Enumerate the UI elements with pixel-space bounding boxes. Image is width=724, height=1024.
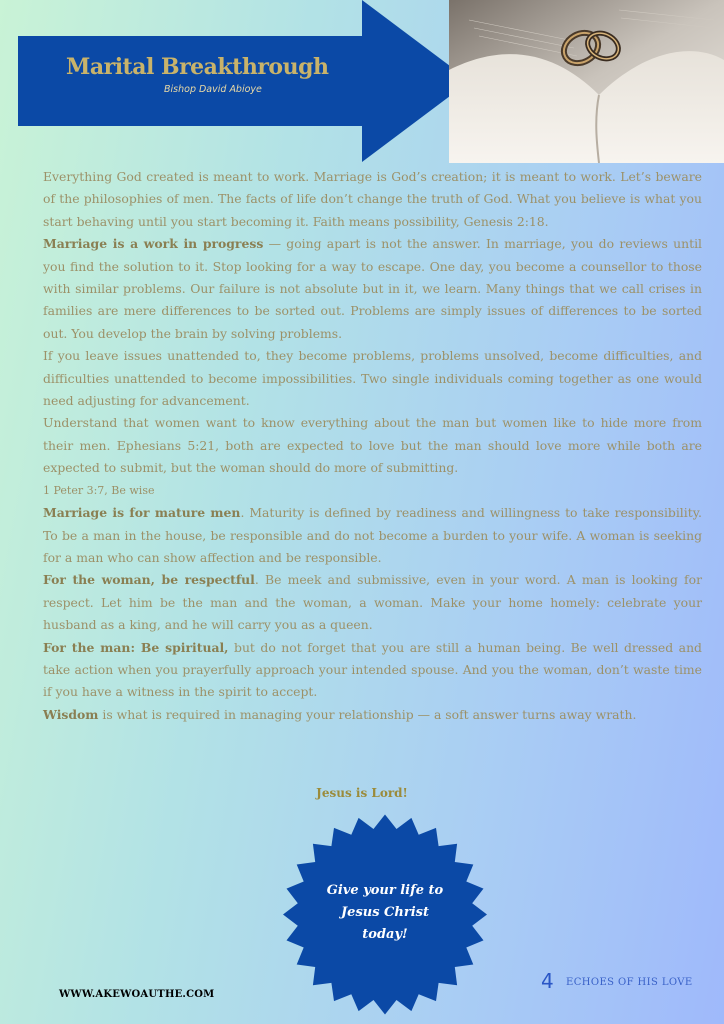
paragraph-heading: For the woman, be respectful xyxy=(43,572,255,588)
jesus-is-lord-text: Jesus is Lord! xyxy=(316,786,408,800)
website-link[interactable]: WWW.AKEWOAUTHE.COM xyxy=(59,989,215,1000)
publication-name: ECHOES OF HIS LOVE xyxy=(566,977,693,988)
page-title: Marital Breakthrough xyxy=(66,54,329,80)
paragraph-heading: Marriage is for mature men xyxy=(43,505,241,521)
paragraph-text: Everything God created is meant to work. Marriage is God’s creation; it is meant to work. Let’s beware of the philosophies of men. The facts of life don’t change the truth of God. What you believe is what you start behaving until you start becoming it. Faith means possibility, Genesis 2:18. xyxy=(43,169,702,229)
paragraph-text: . Maturity is defined by readiness and willingness to take responsibility. To be a man in the house, be responsible and do not become a burden to your wife. A woman is seeking for a man who can show affection and be responsible. xyxy=(43,505,702,565)
badge-line: Give your life to xyxy=(326,883,444,898)
paragraph xyxy=(43,233,702,345)
paragraph xyxy=(43,704,702,726)
paragraph-heading: Marriage is a work in progress xyxy=(43,236,264,252)
scripture-reference: 1 Peter 3:7, Be wise xyxy=(43,483,155,497)
page-number: 4 xyxy=(541,969,554,993)
paragraph xyxy=(43,502,702,569)
paragraph-text: If you leave issues unattended to, they become problems, problems unsolved, become difficulties, and difficulties unattended to become impossibilities. Two single individuals coming together as one would need adjusting for advancement. xyxy=(43,348,702,409)
wedding-rings-on-bible-icon xyxy=(449,0,724,163)
article-body xyxy=(43,166,702,726)
paragraph xyxy=(43,637,702,704)
badge-line: Jesus Christ xyxy=(341,905,429,920)
author-byline: Bishop David Abioye xyxy=(164,84,262,95)
paragraph xyxy=(43,166,702,233)
badge-text xyxy=(302,880,468,946)
paragraph xyxy=(43,345,702,412)
paragraph-text: but do not forget that you are still a human being. Be well dressed and take action when you prayerfully approach your intended spouse. And you the woman, don’t waste time if you have a witness in the spirit to accept. xyxy=(43,639,702,700)
paragraph xyxy=(43,480,702,502)
paragraph-heading: Wisdom xyxy=(43,706,99,722)
header-arrow-banner xyxy=(0,0,470,162)
badge-line: today! xyxy=(362,927,408,942)
paragraph-text: is what is required in managing your relationship — a soft answer turns away wrath. xyxy=(98,706,637,722)
paragraph-text: Understand that women want to know everything about the man but women like to hide more from their men. Ephesians 5:21, both are expected to love but the man should love more while both are expected to submit, but the woman should do more of submitting. xyxy=(43,415,702,476)
paragraph-text: . Be meek and submissive, even in your word. A man is looking for respect. Let him be the man and the woman, a woman. Make your home homely: celebrate your husband as a king, and he will carry you as a queen. xyxy=(43,572,703,633)
paragraph xyxy=(43,412,702,479)
paragraph xyxy=(43,569,702,636)
paragraph-heading: For the man: Be spiritual, xyxy=(43,639,229,655)
paragraph-text: — going apart is not the answer. In marriage, you do reviews until you find the solution to it. Stop looking for a way to escape. One day, you become a counsellor to those with similar problems. Our failure is not absolute but in it, we learn. Many things that we call crises in families are mere differences to be sorted out. Problems are simply issues of differences to be sorted out. You develop the brain by solving problems. xyxy=(43,236,703,341)
